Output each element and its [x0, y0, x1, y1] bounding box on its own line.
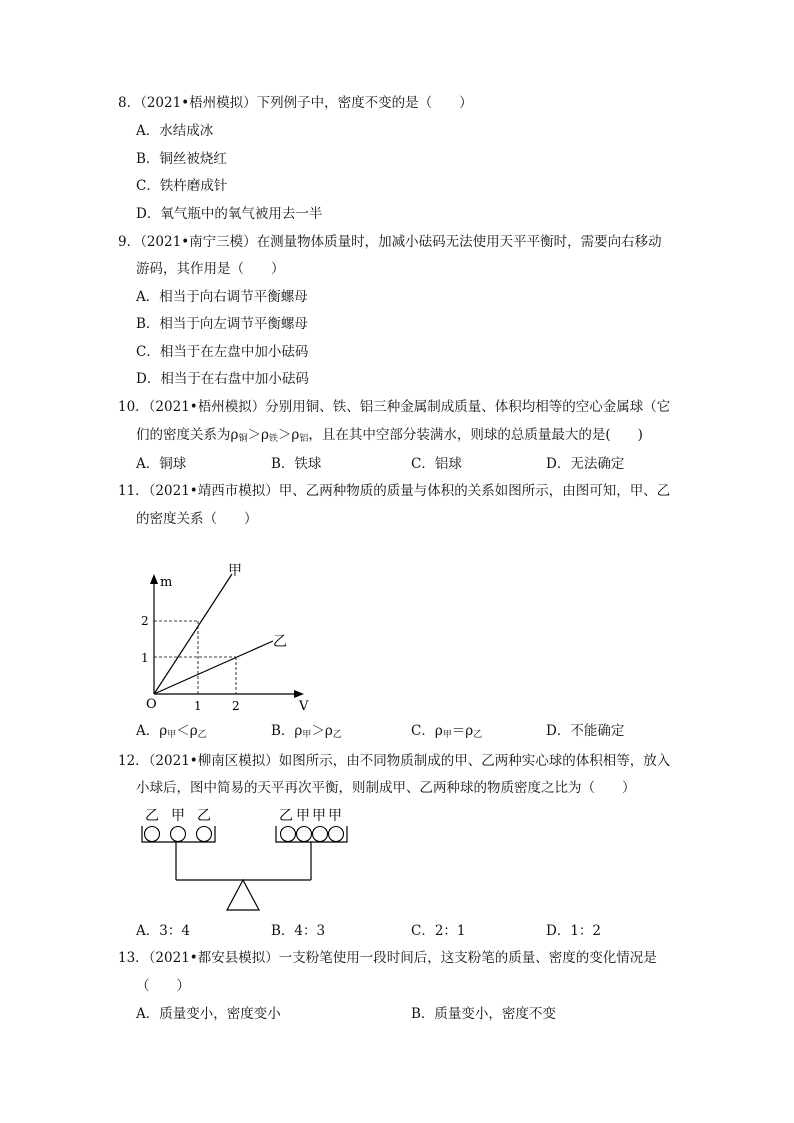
- q10-stem-line2: [136, 426, 643, 448]
- q10-sub-al: 铝: [299, 434, 309, 444]
- x-tick-1: 1: [194, 699, 202, 713]
- q9-stem-line2: 游码，其作用是（ ）: [136, 261, 285, 277]
- q9-option-b: B．相当于向左调节平衡螺母: [136, 316, 308, 332]
- q10-option-d: D．无法确定: [546, 456, 625, 472]
- q13-stem-line2: （ ）: [136, 978, 190, 994]
- x-axis-label: V: [299, 699, 309, 714]
- origin-label: O: [146, 697, 157, 712]
- q8-option-c: C．铁杵磨成针: [136, 178, 228, 194]
- q11-c-pre: C．ρ: [411, 723, 443, 739]
- x-tick-2: 2: [232, 699, 240, 713]
- q11-b-op: ＞ρ: [311, 723, 333, 739]
- q11-b-sub2: 乙: [332, 730, 342, 740]
- q11-a-op: ＜ρ: [176, 723, 198, 739]
- q9-option-c: C．相当于在左盘中加小砝码: [136, 344, 309, 360]
- left-pan: [142, 826, 215, 842]
- right-label-3: 甲: [312, 808, 326, 824]
- q8-stem: 8．（2021•梧州模拟）下列例子中，密度不变的是（ ）: [118, 95, 473, 111]
- q11-a-pre: A．ρ: [136, 723, 168, 739]
- right-label-4: 甲: [328, 808, 342, 824]
- q11-c-op: ＝ρ: [451, 723, 474, 739]
- q13-option-a: A．质量变小，密度变小: [136, 1006, 281, 1022]
- right-ball-jia-2: [313, 827, 328, 842]
- y-tick-2: 2: [141, 614, 149, 628]
- q12-stem-line1: 12．（2021•柳南区模拟）如图所示，由不同物质制成的甲、乙两种实心球的体积相等，放入: [118, 753, 671, 769]
- left-ball-yi-1: [145, 827, 160, 842]
- q11-b-pre: B．ρ: [271, 723, 303, 739]
- right-ball-jia-1: [297, 827, 312, 842]
- q11-c-sub2: 乙: [473, 730, 483, 740]
- q9-option-d: D．相当于在右盘中加小砝码: [136, 371, 309, 387]
- q12-stem-line2: 小球后，图中简易的天平再次平衡，则制成甲、乙两种球的物质密度之比为（ ）: [136, 780, 636, 796]
- q10-stem-tail: ，且在其中空部分装满水，则球的总质量最大的是( ): [308, 427, 643, 443]
- q11-option-c: [411, 722, 482, 744]
- left-label-2: 甲: [171, 808, 185, 824]
- right-ball-yi: [281, 827, 296, 842]
- q11-c-sub1: 甲: [442, 730, 452, 740]
- q11-option-b: [271, 722, 342, 744]
- q11-stem-line2: 的密度关系（ ）: [136, 511, 258, 527]
- q9-option-a: A．相当于向右调节平衡螺母: [136, 289, 308, 305]
- q13-option-b: B．质量变小，密度不变: [411, 1006, 556, 1022]
- left-label-3: 乙: [197, 808, 211, 824]
- left-ball-yi-2: [197, 827, 212, 842]
- q11-stem-line1: 11．（2021•靖西市模拟）甲、乙两种物质的质量与体积的关系如图所示，由图可知，甲、乙: [118, 483, 671, 499]
- mass-volume-graph: [135, 558, 325, 718]
- q11-option-a: [136, 722, 207, 744]
- balance-diagram: [136, 806, 356, 912]
- q8-option-b: B．铜丝被烧红: [136, 151, 227, 167]
- right-label-1: 乙: [279, 808, 293, 824]
- left-ball-jia: [171, 827, 186, 842]
- y-axis-label: m: [160, 575, 173, 590]
- q10-option-b: B．铁球: [271, 456, 322, 472]
- right-label-2: 甲: [296, 808, 310, 824]
- q10-sub-fe: 铁: [268, 434, 278, 444]
- q13-stem-line1: 13．（2021•都安县模拟）一支粉笔使用一段时间后，这支粉笔的质量、密度的变化情况是: [118, 950, 657, 966]
- q11-a-sub2: 乙: [197, 730, 207, 740]
- q9-stem-line1: 9．（2021•南宁三模）在测量物体质量时，加减小砝码无法使用天平平衡时，需要向右移动: [118, 234, 662, 250]
- right-ball-jia-3: [329, 827, 344, 842]
- q12-option-b: B．4：3: [271, 923, 326, 939]
- q11-a-sub1: 甲: [167, 730, 177, 740]
- q12-option-a: A．3：4: [136, 923, 190, 939]
- y-tick-1: 1: [141, 651, 149, 665]
- q12-option-d: D．1：2: [546, 923, 602, 939]
- line-yi-label: 乙: [273, 634, 287, 650]
- q10-option-c: C．铝球: [411, 456, 462, 472]
- q10-rho-cu: 们的密度关系为ρ: [136, 427, 239, 443]
- q10-stem-line1: 10．（2021•梧州模拟）分别用铜、铁、铝三种金属制成质量、体积均相等的空心金属球（它: [118, 399, 671, 415]
- y-axis-arrow: [150, 574, 158, 584]
- q10-sub-cu: 铜: [238, 434, 248, 444]
- q8-option-d: D．氧气瓶中的氧气被用去一半: [136, 206, 323, 222]
- q11-b-sub1: 甲: [302, 730, 312, 740]
- q10-option-a: A．铜球: [136, 456, 187, 472]
- q10-gt-2: ＞ρ: [277, 427, 300, 443]
- left-label-1: 乙: [145, 808, 159, 824]
- q12-option-c: C．2：1: [411, 923, 466, 939]
- x-axis-arrow: [294, 690, 304, 698]
- q10-gt-1: ＞ρ: [247, 427, 269, 443]
- q11-option-d: D．不能确定: [546, 723, 625, 739]
- fulcrum-triangle: [227, 880, 259, 910]
- q8-option-a: A．水结成冰: [136, 123, 214, 139]
- line-jia-label: 甲: [228, 563, 242, 579]
